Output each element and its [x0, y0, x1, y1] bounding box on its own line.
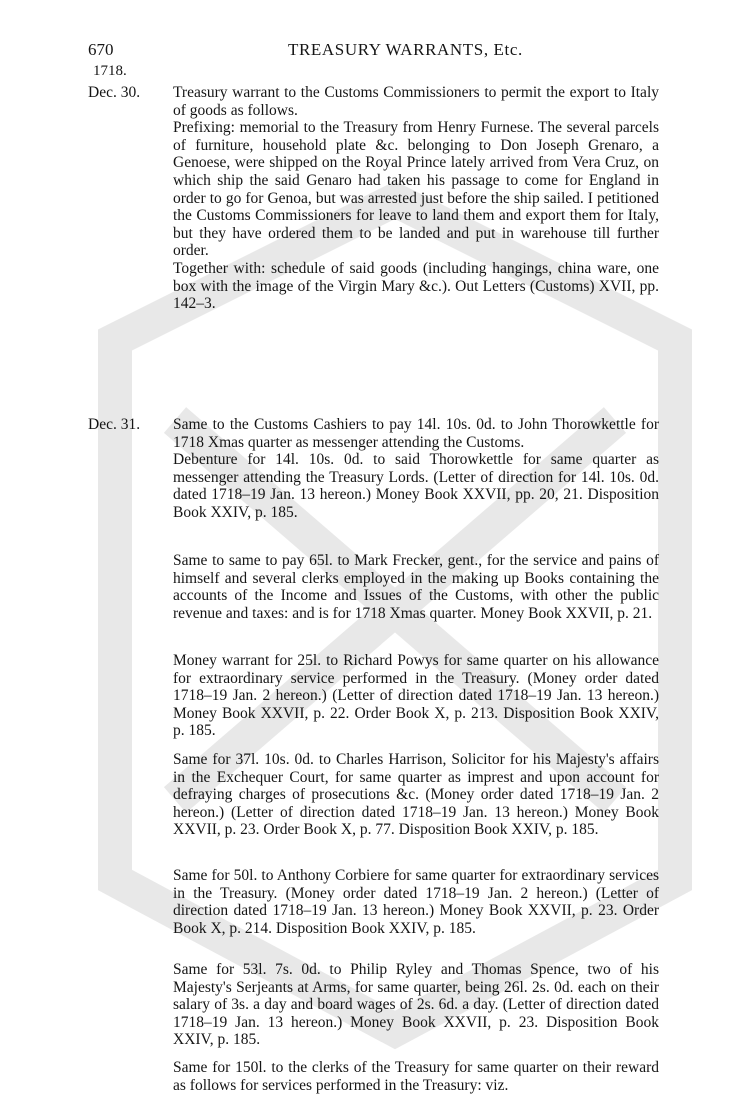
paragraph: Same for 37l. 10s. 0d. to Charles Harrison, Solicitor for his Majesty's affairs in the Exchequer Court, for same quarter as imprest and upon account for defraying charges of prosecutions &c. (Money order dated 1718–19 Jan. 2 hereon.) (Letter of direction dated 1718–19 Jan. 13 hereon.) Money Book XXVII, p. 23. Order Book X, p. 77. Disposition Book XXIV, p. 185. — [173, 751, 659, 839]
paragraph: Treasury warrant to the Customs Commissioners to permit the export to Italy of goods as follows. — [173, 84, 659, 119]
paragraph: Same for 50l. to Anthony Corbiere for same quarter for extraordinary services in the Treasury. (Money order dated 1718–19 Jan. 2 hereon.) (Letter of direction dated 1718–19 Jan. 13 hereon.) Money Book XXVII, p. 23. Order Book X, p. 214. Disposition Book XXIV, p. 185. — [173, 867, 659, 937]
entry-date: Dec. 31. — [88, 416, 141, 433]
entry-body — [173, 961, 659, 1049]
entry-date: Dec. 30. — [88, 84, 141, 101]
paragraph: Same to same to pay 65l. to Mark Frecker, gent., for the service and pains of himself and several clerks employed in the making up Books containing the accounts of the Income and Issues of the Customs, with other the public revenue and taxes: and is for 1718 Xmas quarter. Money Book XXVII, p. 21. — [173, 552, 659, 622]
paragraph: Same to the Customs Cashiers to pay 14l. 10s. 0d. to John Thorowkettle for 1718 Xmas quarter as messenger attending the Customs. — [173, 416, 659, 451]
paragraph: Together with: schedule of said goods (including hangings, china ware, one box with the image of the Virgin Mary &c.). Out Letters (Customs) XVII, pp. 142–3. — [173, 259, 659, 313]
paragraph: Same for 53l. 7s. 0d. to Philip Ryley and Thomas Spence, two of his Majesty's Serjeants at Arms, for same quarter, being 26l. 2s. 0d. each on their salary of 3s. a day and board wages of 2s. 6d. a day. (Letter of direction dated 1718–19 Jan. 13 hereon.) Money Book XXVII, p. 23. Disposition Book XXIV, p. 185. — [173, 961, 659, 1049]
entry-body — [173, 652, 659, 740]
paragraph: Money warrant for 25l. to Richard Powys for same quarter on his allowance for extraordinary service performed in the Treasury. (Money order dated 1718–19 Jan. 2 hereon.) (Letter of direction dated 1718–19 Jan. 13 hereon.) Money Book XXVII, p. 22. Order Book X, p. 213. Disposition Book XXIV, p. 185. — [173, 652, 659, 740]
entry-body — [173, 867, 659, 937]
entry-body — [173, 416, 659, 522]
paragraph: Debenture for 14l. 10s. 0d. to said Thorowkettle for same quarter as messenger attending the Treasury Lords. (Letter of direction for 14l. 10s. 0d. dated 1718–19 Jan. 13 hereon.) Money Book XXVII, pp. 20, 21. Disposition Book XXIV, p. 185. — [173, 451, 659, 521]
entry-body — [173, 1059, 659, 1094]
entry-body — [173, 751, 659, 839]
page-header — [0, 40, 730, 64]
paragraph: Same for 150l. to the clerks of the Treasury for same quarter on their reward as follows for services performed in the Treasury: viz. — [173, 1059, 659, 1094]
entry-body — [173, 552, 659, 622]
year-label: 1718. — [93, 63, 127, 79]
page-number: 670 — [88, 40, 114, 59]
running-title: TREASURY WARRANTS, Etc. — [288, 40, 523, 59]
paragraph: Prefixing: memorial to the Treasury from Henry Furnese. The several parcels of furniture, household plate &c. belonging to Don Joseph Grenaro, a Genoese, were shipped on the Royal Prince lately arrived from Vera Cruz, on which ship the said Genaro had taken his passage to come for England in order to go for Genoa, but was arrested just before the ship sailed. I petitioned the Customs Commissioners for leave to land them and export them for Italy, but they have ordered them to be landed and put in warehouse till further order. — [173, 119, 659, 260]
entry-body — [173, 84, 659, 313]
